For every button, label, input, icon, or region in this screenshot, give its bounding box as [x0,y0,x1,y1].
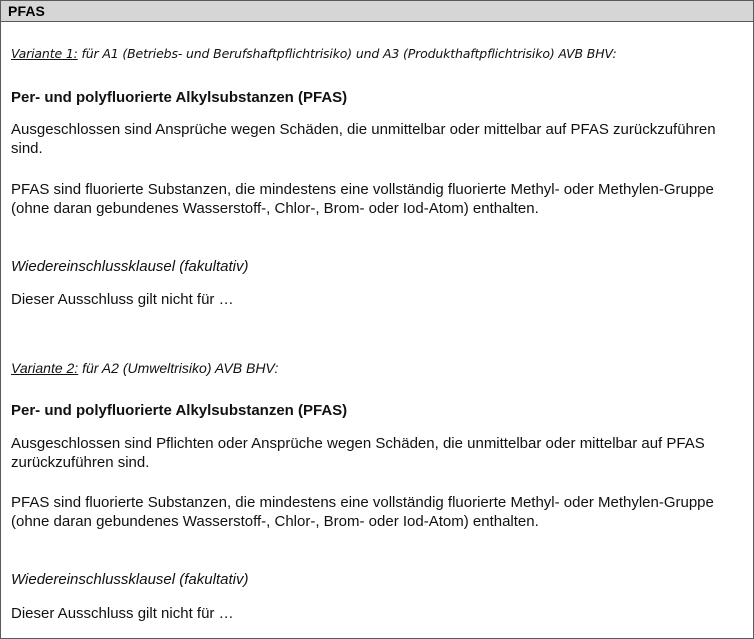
variant-1-definition: PFAS sind fluorierte Substanzen, die mindestens eine vollständig fluorierte Methyl- oder Methylen-Gruppe (ohne daran gebundenes Wasserstoff-, Chlor-, Brom- oder Iod-Atom) enthalten. [11,181,714,217]
variant-2-scope: für A2 (Umweltrisiko) AVB BHV: [78,360,279,376]
variant-1-label: Variante 1: [11,46,78,61]
variant-1-line [11,45,745,63]
variant-2-line [11,359,723,377]
variant-1-reinclusion-text: Dieser Ausschluss gilt nicht für … [11,291,234,308]
variant-2-label: Variante 2: [11,360,79,376]
variant-2-heading: Per- und polyfluorierte Alkylsubstanzen (PFAS) [11,402,348,419]
variant-1-heading: Per- und polyfluorierte Alkylsubstanzen (PFAS) [11,89,348,106]
section-title: PFAS [8,3,45,19]
section-header-bar [1,1,753,22]
variant-1-reinclusion-heading: Wiedereinschlussklausel (fakultativ) [11,258,249,275]
variant-2-exclusion: Ausgeschlossen sind Pflichten oder Ansprüche wegen Schäden, die unmittelbar oder mittelbar auf PFAS zurückzuführen sind. [11,435,705,471]
variant-1-scope: für A1 (Betriebs- und Berufshaftpflichtrisiko) und A3 (Produkthaftpflichtrisiko) AVB BHV: [77,46,617,61]
variant-2-reinclusion-text: Dieser Ausschluss gilt nicht für … [11,605,234,622]
variant-2-definition: PFAS sind fluorierte Substanzen, die mindestens eine vollständig fluorierte Methyl- oder Methylen-Gruppe (ohne daran gebundenes Wasserstoff-, Chlor-, Brom- oder Iod-Atom) enthalten. [11,494,714,530]
variant-2-reinclusion-heading: Wiedereinschlussklausel (fakultativ) [11,571,249,588]
variant-1-exclusion: Ausgeschlossen sind Ansprüche wegen Schäden, die unmittelbar oder mittelbar auf PFAS zurückzuführen sind. [11,121,716,157]
